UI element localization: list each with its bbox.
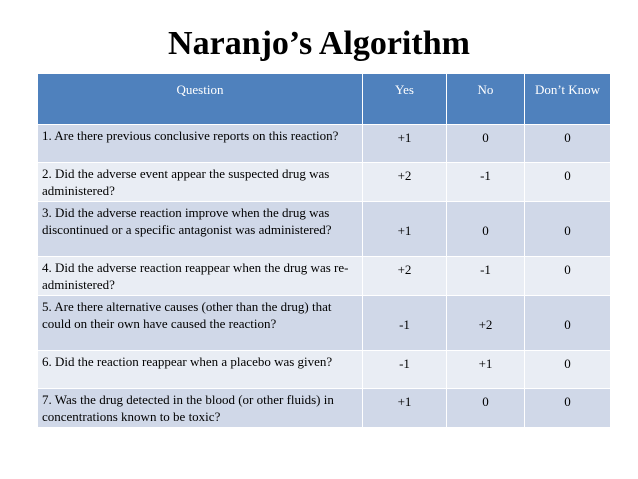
dont-know-cell: 0 bbox=[525, 257, 611, 296]
yes-cell: +2 bbox=[363, 257, 447, 296]
table-row bbox=[38, 351, 611, 389]
dont-know-cell: 0 bbox=[525, 389, 611, 428]
dont-know-cell: 0 bbox=[525, 202, 611, 257]
dont-know-cell: 0 bbox=[525, 163, 611, 202]
no-cell: 0 bbox=[447, 389, 525, 428]
dont-know-cell: 0 bbox=[525, 351, 611, 389]
table-row bbox=[38, 257, 611, 296]
dont-know-cell: 0 bbox=[525, 296, 611, 351]
header-dont-know: Don’t Know bbox=[525, 74, 611, 125]
yes-cell: +1 bbox=[363, 125, 447, 163]
page-title: Naranjo’s Algorithm bbox=[168, 25, 470, 62]
yes-cell: +1 bbox=[363, 389, 447, 428]
no-cell: 0 bbox=[447, 202, 525, 257]
no-cell: +1 bbox=[447, 351, 525, 389]
yes-cell: +1 bbox=[363, 202, 447, 257]
no-cell: -1 bbox=[447, 163, 525, 202]
dont-know-cell: 0 bbox=[525, 125, 611, 163]
question-cell: 5. Are there alternative causes (other than the drug) that could on their own have caused the reaction? bbox=[38, 296, 363, 351]
table-row bbox=[38, 389, 611, 428]
question-cell: 7. Was the drug detected in the blood (or other fluids) in concentrations known to be toxic? bbox=[38, 389, 363, 428]
no-cell: -1 bbox=[447, 257, 525, 296]
no-cell: +2 bbox=[447, 296, 525, 351]
yes-cell: -1 bbox=[363, 296, 447, 351]
header-no: No bbox=[447, 74, 525, 125]
question-cell: 1. Are there previous conclusive reports on this reaction? bbox=[38, 125, 363, 163]
yes-cell: +2 bbox=[363, 163, 447, 202]
table-header-row bbox=[38, 74, 611, 125]
table-row bbox=[38, 163, 611, 202]
naranjo-table bbox=[37, 73, 611, 428]
no-cell: 0 bbox=[447, 125, 525, 163]
table-row bbox=[38, 296, 611, 351]
table-row bbox=[38, 125, 611, 163]
question-cell: 2. Did the adverse event appear the suspected drug was administered? bbox=[38, 163, 363, 202]
question-cell: 6. Did the reaction reappear when a placebo was given? bbox=[38, 351, 363, 389]
header-question: Question bbox=[38, 74, 363, 125]
question-cell: 4. Did the adverse reaction reappear when the drug was re-administered? bbox=[38, 257, 363, 296]
table-row bbox=[38, 202, 611, 257]
question-cell: 3. Did the adverse reaction improve when the drug was discontinued or a specific antagonist was administered? bbox=[38, 202, 363, 257]
yes-cell: -1 bbox=[363, 351, 447, 389]
header-yes: Yes bbox=[363, 74, 447, 125]
